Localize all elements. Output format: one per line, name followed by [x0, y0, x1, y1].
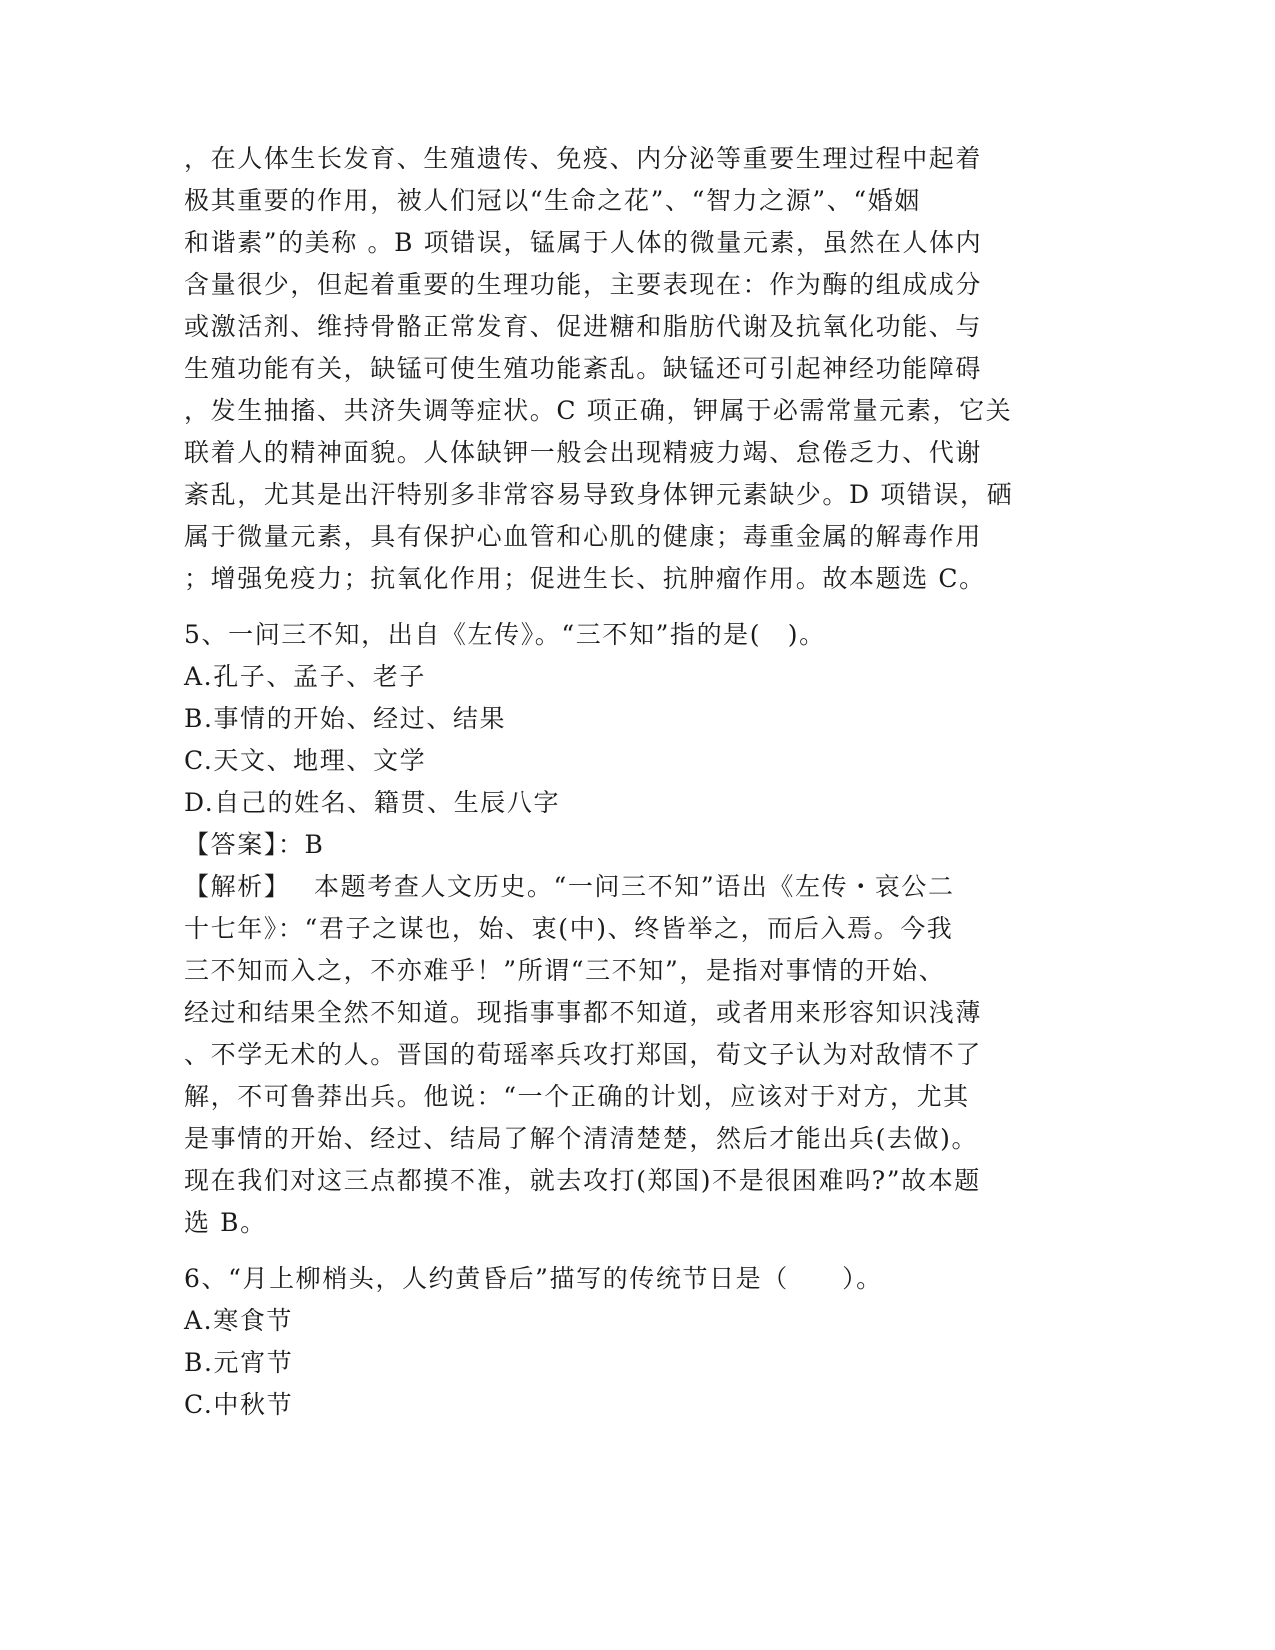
- question-5-analysis-line: 解，不可鲁莽出兵。他说：“一个正确的计划，应该对于对方，尤其: [184, 1082, 970, 1111]
- explanation-line: 属于微量元素，具有保护心血管和心肌的健康；毒重金属的解毒作用: [184, 522, 983, 551]
- explanation-line: 含量很少，但起着重要的生理功能，主要表现在：作为酶的组成成分: [184, 270, 983, 299]
- question-5-option-b: B.事情的开始、经过、结果: [184, 704, 507, 733]
- question-5-option-c: C.天文、地理、文学: [184, 746, 427, 775]
- question-5-analysis-line: 是事情的开始、经过、结局了解个清清楚楚，然后才能出兵(去做)。: [184, 1124, 979, 1153]
- question-5-option-d: D.自己的姓名、籍贯、生辰八字: [184, 788, 561, 817]
- question-5-analysis-line: 、不学无术的人。晋国的荀瑶率兵攻打郑国，荀文子认为对敌情不了: [184, 1040, 983, 1069]
- explanation-line: 联着人的精神面貌。人体缺钾一般会出现精疲力竭、怠倦乏力、代谢: [184, 438, 983, 467]
- explanation-line: 紊乱，尤其是出汗特别多非常容易导致身体钾元素缺少。D 项错误，硒: [184, 480, 1014, 509]
- explanation-line: ；增强免疫力；抗氧化作用；促进生长、抗肿瘤作用。故本题选 C。: [184, 564, 986, 593]
- question-5-answer: 【答案】：B: [184, 830, 325, 859]
- question-5-analysis-line: 十七年》：“君子之谋也，始、衷(中)、终皆举之，而后入焉。今我: [184, 914, 954, 943]
- question-6-option-b: B.元宵节: [184, 1348, 294, 1377]
- question-5-analysis-line: 三不知而入之，不亦难乎！”所谓“三不知”，是指对事情的开始、: [184, 956, 946, 985]
- question-5-analysis-line: 【解析】 本题考查人文历史。“一问三不知”语出《左传・哀公二: [184, 872, 955, 901]
- explanation-line: ，发生抽搐、共济失调等症状。C 项正确，钾属于必需常量元素，它关: [184, 396, 1013, 425]
- explanation-line: ，在人体生长发育、生殖遗传、免疫、内分泌等重要生理过程中起着: [184, 144, 983, 173]
- question-5-analysis-line: 经过和结果全然不知道。现指事事都不知道，或者用来形容知识浅薄: [184, 998, 983, 1027]
- question-5-analysis-line: 现在我们对这三点都摸不准，就去攻打(郑国)不是很困难吗?”故本题: [184, 1166, 981, 1195]
- question-5-analysis-line: 选 B。: [184, 1208, 267, 1237]
- explanation-line: 生殖功能有关，缺锰可使生殖功能紊乱。缺锰还可引起神经功能障碍: [184, 354, 983, 383]
- explanation-line: 极其重要的作用，被人们冠以“生命之花”、“智力之源”、“婚姻: [184, 186, 921, 215]
- question-6-stem: 6、“月上柳梢头，人约黄昏后”描写的传统节日是（ ）。: [184, 1264, 883, 1293]
- question-6-option-c: C.中秋节: [184, 1390, 294, 1419]
- question-5-stem: 5、一问三不知，出自《左传》。“三不知”指的是( )。: [184, 620, 826, 649]
- explanation-line: 和谐素”的美称 。B 项错误，锰属于人体的微量元素，虽然在人体内: [184, 228, 983, 257]
- question-6-option-a: A.寒食节: [184, 1306, 294, 1335]
- question-5-option-a: A.孔子、孟子、老子: [184, 662, 427, 691]
- explanation-line: 或激活剂、维持骨骼正常发育、促进糖和脂肪代谢及抗氧化功能、与: [184, 312, 983, 341]
